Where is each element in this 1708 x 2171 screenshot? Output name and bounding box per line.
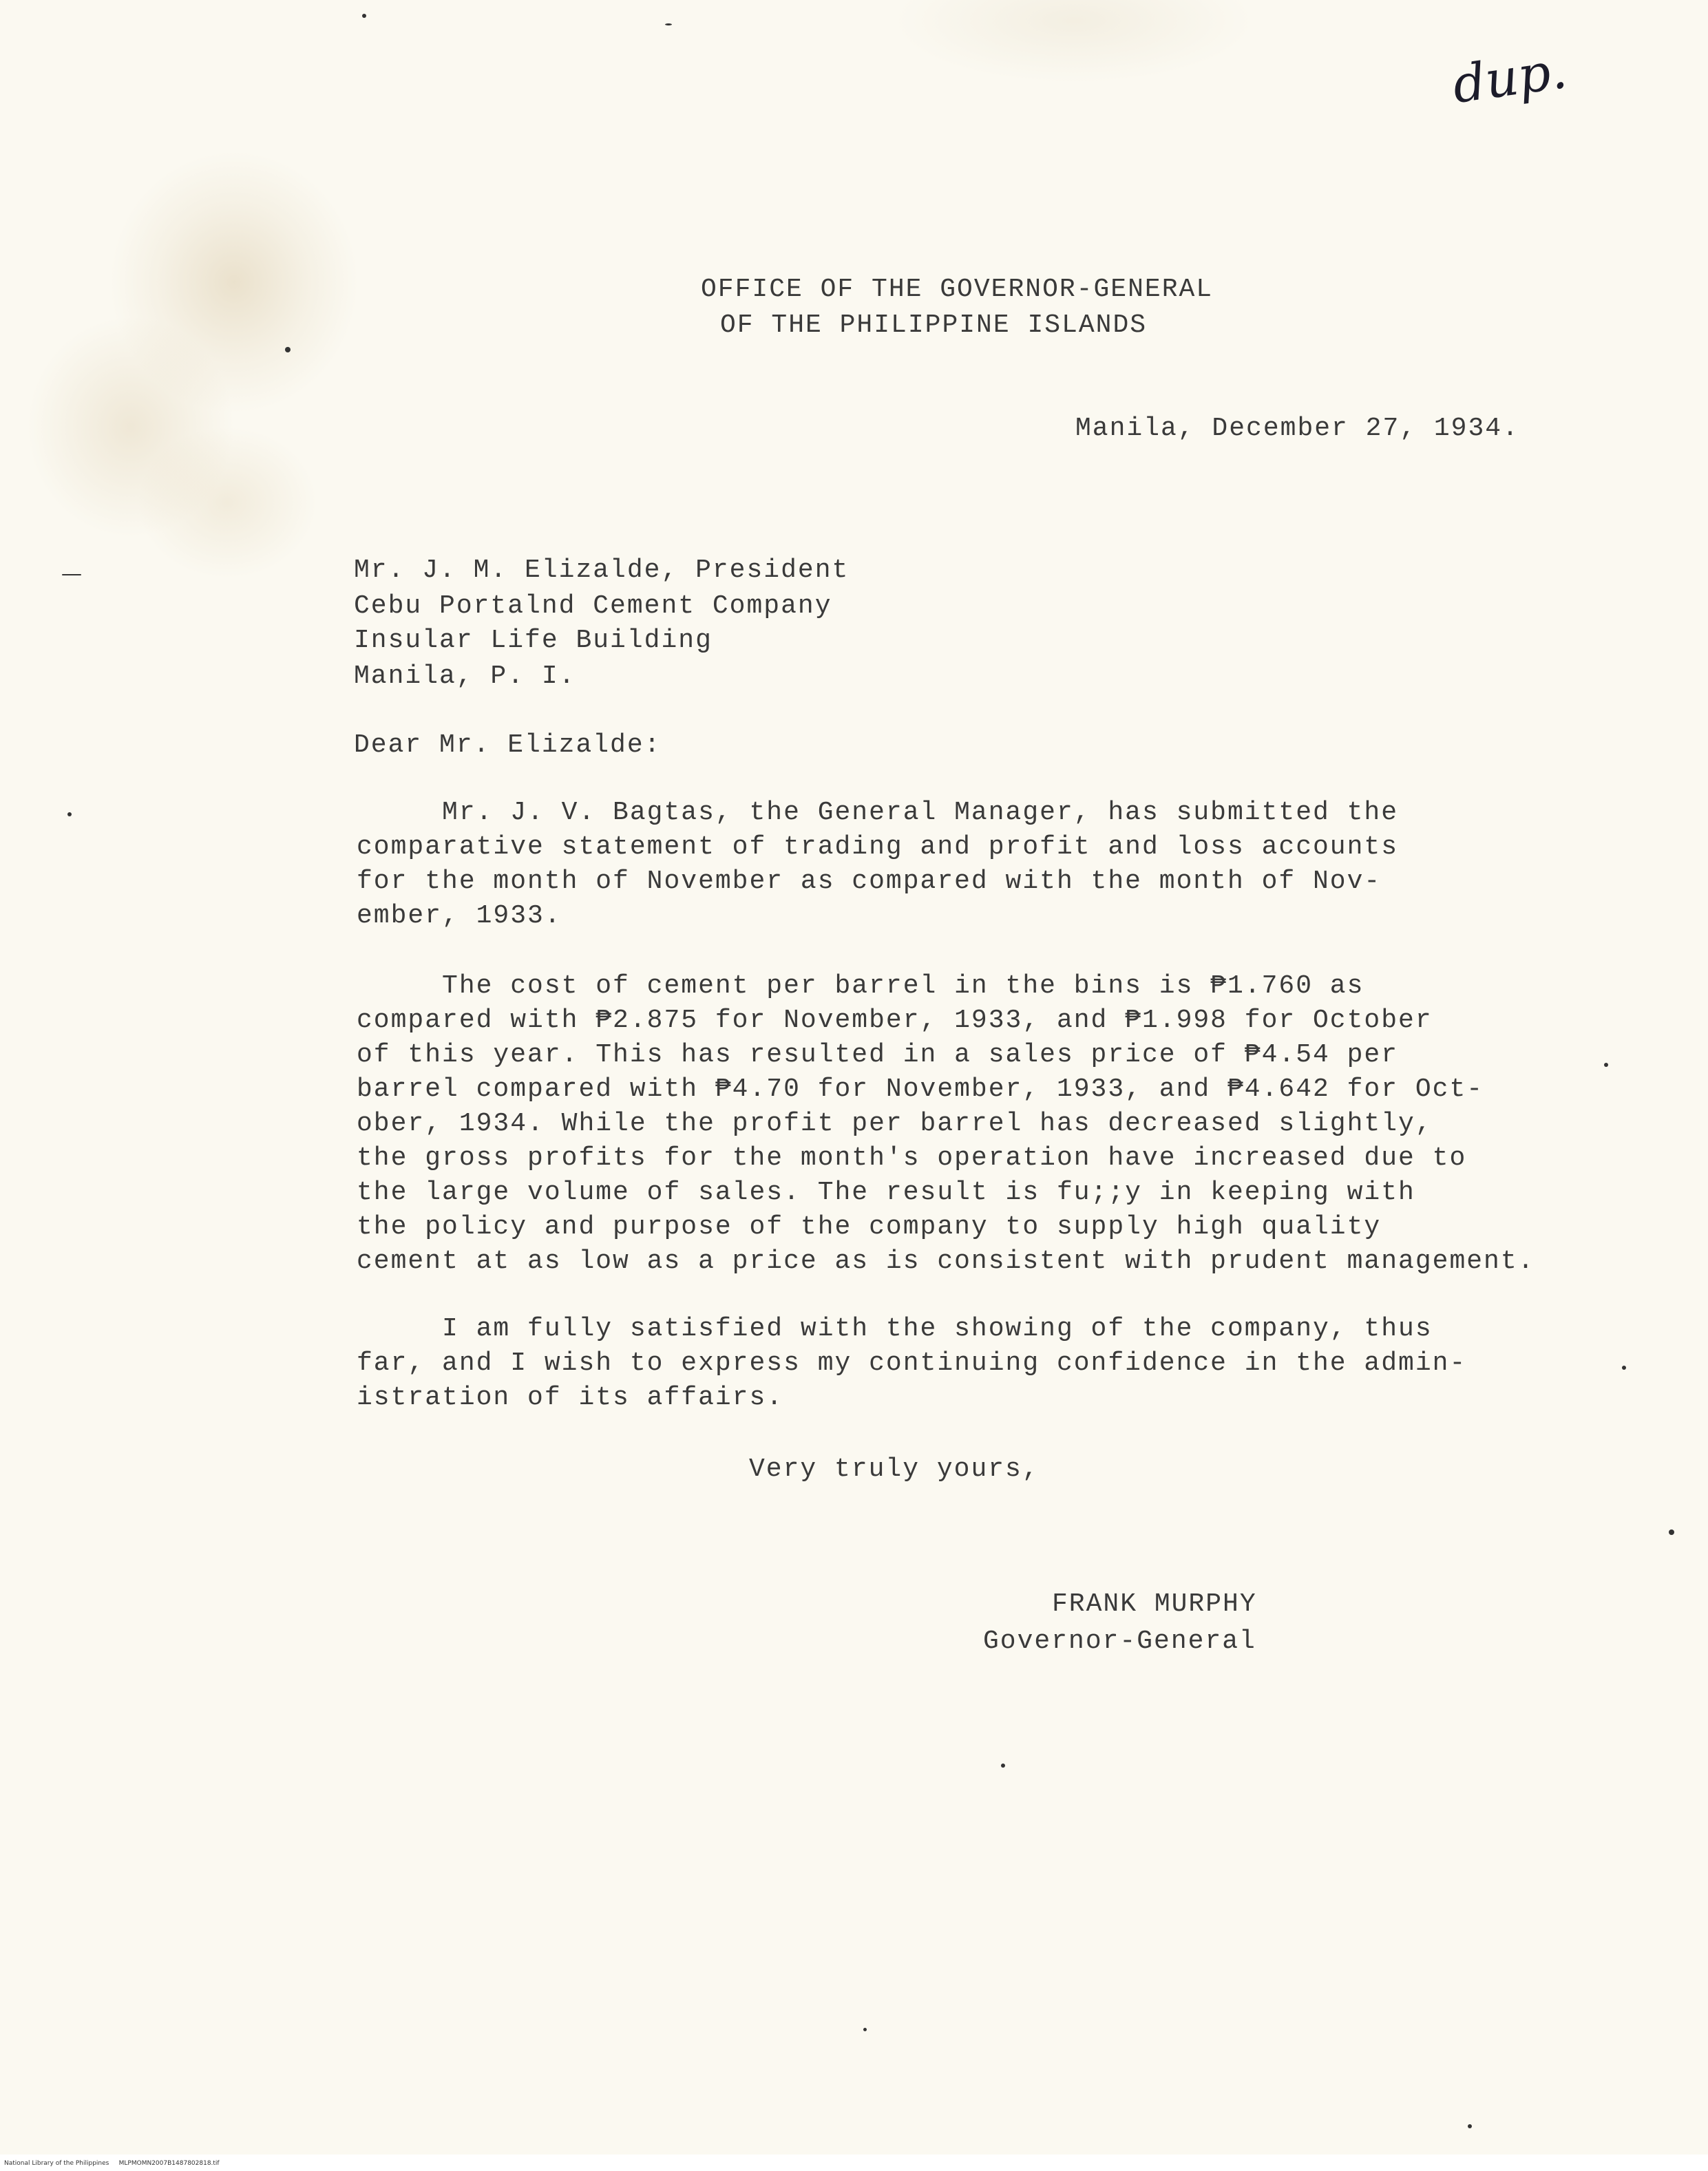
paper-stain <box>895 0 1253 83</box>
paper-speck <box>62 574 81 575</box>
addressee-line-1: Mr. J. M. Elizalde, President <box>354 555 850 585</box>
paper-stain <box>138 427 317 578</box>
paper-speck <box>362 14 366 18</box>
paragraph-line: comparative statement of trading and profit and loss accounts <box>357 832 1399 862</box>
paper-speck <box>665 23 672 25</box>
paragraph-line: ober, 1934. While the profit per barrel has decreased slightly, <box>357 1109 1433 1139</box>
paper-stain <box>28 317 234 537</box>
addressee-line-2: Cebu Portalnd Cement Company <box>354 591 832 621</box>
paragraph-line: I am fully satisfied with the showing of the company, thus <box>357 1314 1433 1344</box>
paper-speck <box>863 2028 867 2031</box>
signature-title: Governor-General <box>983 1627 1256 1656</box>
signature-name: FRANK MURPHY <box>1052 1589 1257 1619</box>
letterhead-line-1: OFFICE OF THE GOVERNOR-GENERAL <box>701 275 1214 304</box>
letter-date: Manila, December 27, 1934. <box>1075 414 1519 443</box>
scan-footer-text: National Library of the Philippines MLPMOMN2007B1487802818.tif <box>4 2160 220 2167</box>
paper-speck <box>1001 1764 1005 1768</box>
paragraph-line: ember, 1933. <box>357 901 562 931</box>
paragraph-line: istration of its affairs. <box>357 1383 784 1412</box>
paragraph-line: compared with ₱2.875 for November, 1933, and ₱1.998 for October <box>357 1006 1433 1035</box>
paper-speck <box>1669 1529 1674 1535</box>
body-paragraph-3 <box>357 1312 1466 1415</box>
handwritten-annotation: dup. <box>1448 40 1571 116</box>
body-paragraph-1 <box>357 796 1398 933</box>
paper-speck <box>67 812 72 816</box>
paragraph-line: cement at as low as a price as is consistent with prudent management. <box>357 1247 1535 1276</box>
paper-speck <box>1468 2124 1472 2128</box>
paragraph-line: Mr. J. V. Bagtas, the General Manager, has submitted the <box>357 798 1399 827</box>
paragraph-line: the policy and purpose of the company to supply high quality <box>357 1212 1382 1242</box>
paragraph-line: far, and I wish to express my continuing confidence in the admin- <box>357 1348 1467 1378</box>
closing: Very truly yours, <box>749 1454 1040 1484</box>
paper-speck <box>1622 1366 1626 1370</box>
paragraph-line: the gross profits for the month's operation have increased due to <box>357 1143 1467 1173</box>
body-paragraph-2 <box>357 969 1535 1279</box>
paragraph-line: for the month of November as compared with the month of Nov- <box>357 867 1382 896</box>
letterhead-line-2: OF THE PHILIPPINE ISLANDS <box>720 310 1148 340</box>
paper-stain <box>110 151 358 413</box>
paragraph-line: of this year. This has resulted in a sales price of ₱4.54 per <box>357 1040 1399 1070</box>
paragraph-line: the large volume of sales. The result is fu;;y in keeping with <box>357 1178 1415 1207</box>
paper-speck <box>285 347 291 352</box>
scan-footer-strip <box>0 2154 1708 2171</box>
paragraph-line: The cost of cement per barrel in the bins is ₱1.760 as <box>357 971 1364 1001</box>
paper-speck <box>1604 1063 1608 1067</box>
salutation: Dear Mr. Elizalde: <box>354 730 662 760</box>
paragraph-line: barrel compared with ₱4.70 for November, 1933, and ₱4.642 for Oct- <box>357 1074 1484 1104</box>
addressee-line-4: Manila, P. I. <box>354 661 576 691</box>
addressee-line-3: Insular Life Building <box>354 626 713 655</box>
